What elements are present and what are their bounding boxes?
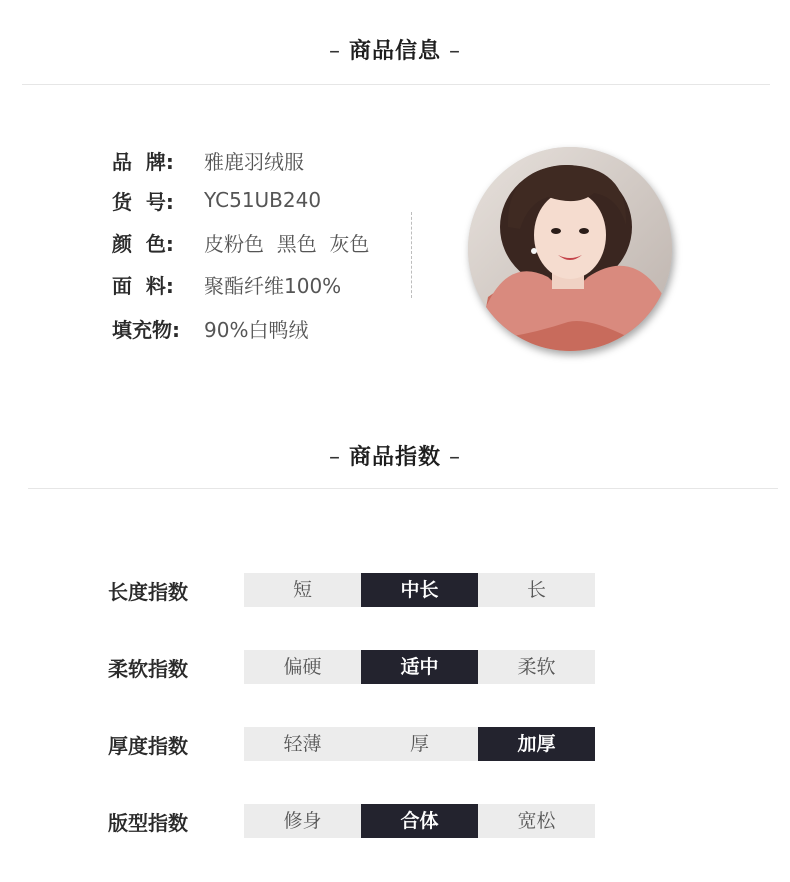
length-segments (244, 573, 595, 607)
thickness-option-thin: 轻薄 (244, 727, 361, 761)
length-option-medium: 中长 (361, 573, 478, 607)
product-index-title: – 商品指数 – (328, 445, 461, 470)
length-option-long: 长 (478, 573, 595, 607)
fit-segments (244, 804, 595, 838)
thickness-segments (244, 727, 595, 761)
product-index-divider (28, 488, 778, 489)
info-row-item-number: 货 号: YC51UB240 (112, 188, 322, 214)
info-row-color: 颜 色: 皮粉色 黑色 灰色 (112, 231, 370, 256)
product-info-title: – 商品信息 – (328, 39, 461, 64)
index-row-length: 长度指数 短 中长 长 (108, 573, 595, 607)
fit-option-slim: 修身 (244, 804, 361, 838)
model-photo (468, 147, 672, 351)
info-row-filling: 填充物: 90%白鸭绒 (112, 317, 309, 342)
length-option-short: 短 (244, 573, 361, 607)
index-row-fit: 版型指数 修身 合体 宽松 (108, 804, 595, 838)
model-illustration (468, 147, 672, 351)
thickness-option-extra-thick: 加厚 (478, 727, 595, 761)
fit-option-regular: 合体 (361, 804, 478, 838)
index-row-softness: 柔软指数 偏硬 适中 柔软 (108, 650, 595, 684)
index-row-thickness: 厚度指数 轻薄 厚 加厚 (108, 727, 595, 761)
softness-option-moderate: 适中 (361, 650, 478, 684)
info-row-fabric: 面 料: 聚酯纤维100% (112, 273, 342, 298)
softness-segments (244, 650, 595, 684)
fit-option-loose: 宽松 (478, 804, 595, 838)
info-row-brand: 品 牌: 雅鹿羽绒服 (112, 149, 304, 174)
product-info-divider (22, 84, 770, 85)
thickness-option-thick: 厚 (361, 727, 478, 761)
softness-option-hard: 偏硬 (244, 650, 361, 684)
softness-option-soft: 柔软 (478, 650, 595, 684)
info-vertical-divider (411, 212, 412, 298)
